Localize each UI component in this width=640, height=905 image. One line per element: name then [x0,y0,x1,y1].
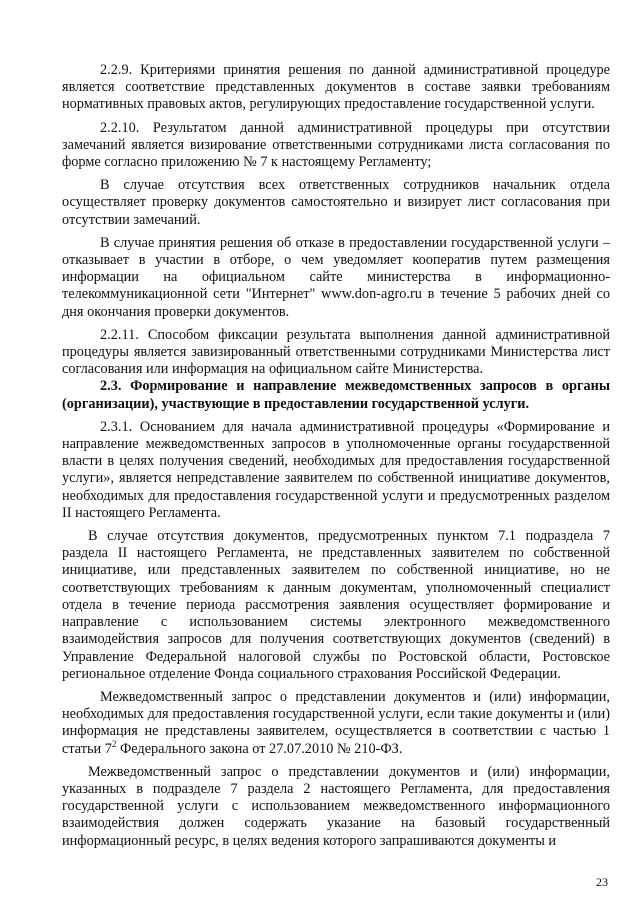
paragraph-interagency-request-law: Федерального закона от 27.07.2010 № 210-ФЗ. [116,740,403,757]
paragraph-interagency-request [62,689,610,758]
section-heading-2-3: 2.3. Формирование и направление межведомственных запросов в органы (организации), участвующие в предоставлении государственной услуги. [62,378,610,412]
paragraph-2-3-1: 2.3.1. Основанием для начала административной процедуры «Формирование и направление межведомственных запросов в уполномоченные органы государственной власти в целях получения сведений, необходимых для предоставления государственной услуги», является непредставление заявителем по собственной инициативе документов, необходимых для предоставления государственной услуги и предусмотренных разделом II настоящего Регламента. [62,418,610,521]
superscript-2: 2 [111,738,117,749]
paragraph-request-content: Межведомственный запрос о представлении документов и (или) информации, указанных в подразделе 7 раздела 2 настоящего Регламента, для предоставления государственной услуги с использованием межведомственного информационного взаимодействия должен содержать указание на базовый государственный информационный ресурс, в целях ведения которого запрашиваются документы и [62,763,610,849]
paragraph-absent-staff: В случае отсутствия всех ответственных сотрудников начальник отдела осуществляет проверку документов самостоятельно и визирует лист согласования при отсутствии замечаний. [62,177,610,228]
page-number: 23 [596,875,608,889]
paragraph-missing-documents: В случае отсутствия документов, предусмотренных пунктом 7.1 подраздела 7 раздела II настоящего Регламента, не представленных заявителем по собственной инициативе, или представленных заявителем по собственной инициативе, но не соответствующих требованиям к данным документам, уполномоченный специалист отдела в течение периода рассмотрения заявления осуществляет формирование и направление с использованием системы электронного межведомственного взаимодействия запросов для получения соответствующих документов (сведений) в Управление Федеральной налоговой службы по Ростовской области, Ростовское региональное отделение Фонда социального страхования Российской Федерации. [62,528,610,682]
paragraph-2-2-11: 2.2.11. Способом фиксации результата выполнения данной административной процедуры является завизированный ответственными сотрудниками Министерства лист согласования или информация на официальном сайте Министерства. [62,326,610,378]
paragraph-2-2-10: 2.2.10. Результатом данной административной процедуры при отсутствии замечаний является визирование ответственными сотрудниками листа согласования по форме согласно приложению № 7 к настоящему Регламенту; [62,119,610,171]
paragraph-2-2-9: 2.2.9. Критериями принятия решения по данной административной процедуре является соответствие представленных документов в составе заявки требованиям нормативных правовых актов, регулирующих предоставление государственной услуги. [62,62,610,113]
paragraph-refusal: В случае принятия решения об отказе в предоставлении государственной услуги – отказывает в участии в отборе, о чем уведомляет кооператив путем размещения информации на официальном сайте министерства в информационно-телекоммуникационной сети "Интернет" www.don-agro.ru в течение 5 рабочих дней со дня окончания проверки документов. [62,234,610,320]
document-body [62,62,610,850]
paragraph-interagency-request-text: Межведомственный запрос о представлении документов и (или) информации, необходимых для предоставления государственной услуги, если такие документы и (или) информация не представлены заявителем, осуществляется в соответствии с частью 1 статьи 7 [62,688,610,757]
